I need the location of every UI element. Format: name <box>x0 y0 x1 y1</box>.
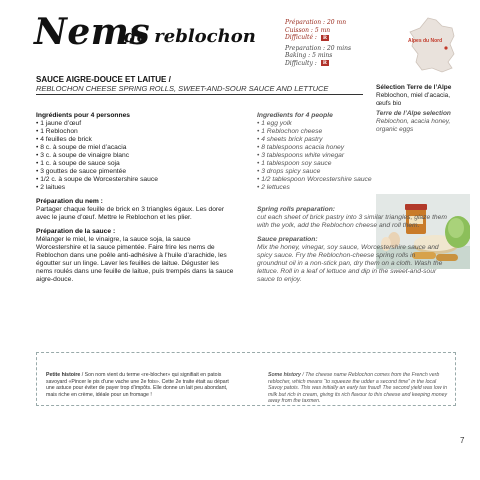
history-en-text: / The cheese name Reblochon comes from the French verb reblocher, which means “to squeeze the udder a second time” in the local Savoy patois. This was initially an early tax fraud! The second yield was low in milk but rich in cream, giving its rich flavour to this cheese and keeping money away from the taxmen. <box>268 372 448 405</box>
list-item: • 3 c. à soupe de vinaigre blanc <box>36 152 236 160</box>
recipe-fr <box>36 112 236 284</box>
heading-fr: SAUCE AIGRE-DOUCE ET LAITUE / <box>36 75 171 84</box>
list-item: • 4 sheets brick pastry <box>257 136 447 144</box>
prep-en-title: Spring rolls preparation: <box>257 206 336 213</box>
list-item: • 1 c. à soupe de sauce soja <box>36 160 236 168</box>
difficulty-badge: R <box>322 34 328 41</box>
history-en <box>268 372 448 405</box>
sauce-en-title: Sauce preparation: <box>257 236 318 243</box>
sauce-en-text: Mix the honey, vinegar, soy sauce, Worcestershire sauce and spicy sauce. Fry the Reblochon-cheese spring rolls in groundnut oil in a non-stick pan, dry them on a cloth. Wash the lettuce. Roll in a leaf of lettuce and dip in the sweet-and-sour sauce to enjoy. <box>257 244 443 283</box>
recipe-en <box>257 112 447 284</box>
ingredients-en-list <box>257 120 447 192</box>
list-item: • 1 tablespoon soy sauce <box>257 160 447 168</box>
list-item: • 2 lettuces <box>257 184 447 192</box>
page-number: 7 <box>460 436 465 445</box>
list-item: • 1/2 tablespoon Worcestershire sauce <box>257 176 447 184</box>
selection-en-title: Terre de l’Alpe selection <box>376 110 451 118</box>
list-item: • 1 Reblochon cheese <box>257 128 447 136</box>
france-map-icon <box>408 16 458 74</box>
sauce-fr-text: Mélanger le miel, le vinaigre, la sauce soja, la sauce Worcestershire et la sauce pimentée. Faire frire les nems de Reblochon dans une poêle anti-adhésive à l’huile d’arachide, les égoutter sur un linge. Laver les feuilles de laitue. Déguster les nems roulés dans une feuille de laitue, puis trempés dans la sauce aigre-douce. <box>36 236 234 283</box>
prep-fr-text: Partager chaque feuille de brick en 3 triangles égaux. Les dorer avec le jaune d’œuf. Mettre le Reblochon et les plier. <box>36 206 225 221</box>
history-fr-label: Petite histoire <box>46 372 81 378</box>
prep-fr-2: Difficulté : R <box>285 34 328 42</box>
prep-fr-title: Préparation du nem : <box>36 198 103 205</box>
title-rest: de reblochon <box>124 26 256 47</box>
sauce-fr-title: Préparation de la sauce : <box>36 228 116 235</box>
list-item: • 3 gouttes de sauce pimentée <box>36 168 236 176</box>
heading-en: REBLOCHON CHEESE SPRING ROLLS, SWEET-AND-SOUR SAUCE AND LETTUCE <box>36 84 329 93</box>
prep-en-text: cut each sheet of brick pastry into 3 similar triangles, glaze them with the yolk, add the Reblochon cheese and roll them. <box>257 214 447 229</box>
title-main: Nems <box>34 11 151 53</box>
history-fr-text: / Son nom vient du terme «re-blocher» qui signifiait en patois savoyard «Pincer le pis d’une vache une 2e fois». Cette 2e traite était au départ une astuce pour éviter de payer trop d’impôts. Elle donne un lait peu abondant, mais riche en crème, idéale pour un fromage ! <box>46 372 229 398</box>
selection-en-text: Reblochon, acacia honey, organic eggs <box>376 118 451 133</box>
list-item: • 3 tablespoons white vinegar <box>257 152 447 160</box>
list-item: • 1 Reblochon <box>36 128 236 136</box>
prep-fr-1: Cuisson : 5 mn <box>285 26 331 34</box>
history-en-label: Some history <box>268 372 301 378</box>
selection-fr-title: Sélection Terre de l’Alpe <box>376 84 452 91</box>
ingredients-fr-list <box>36 120 236 192</box>
list-item: • 2 laitues <box>36 184 236 192</box>
list-item: • 1 jaune d’œuf <box>36 120 236 128</box>
prep-info <box>285 19 351 68</box>
list-item: • 3 drops spicy sauce <box>257 168 447 176</box>
ingredients-fr-title: Ingrédients pour 4 personnes <box>36 112 131 119</box>
list-item: • 8 tablespoons acacia honey <box>257 144 447 152</box>
ingredients-en-title: Ingredients for 4 people <box>257 112 333 119</box>
list-item: • 1 egg yolk <box>257 120 447 128</box>
heading-divider <box>36 94 363 95</box>
list-item: • 1/2 c. à soupe de Worcestershire sauce <box>36 176 236 184</box>
list-item: • 8 c. à soupe de miel d’acacia <box>36 144 236 152</box>
prep-en-2: Difficulty : R <box>285 59 327 67</box>
selection-fr-text: Reblochon, miel d’acacia, œufs bio <box>376 91 451 107</box>
prep-en-1: Baking : 5 mins <box>285 52 333 60</box>
map-region-label: Alpes du Nord <box>408 38 443 44</box>
history-fr <box>46 372 236 398</box>
list-item: • 4 feuilles de brick <box>36 136 236 144</box>
prep-fr-0: Préparation : 20 mn <box>285 19 347 26</box>
prep-en-0: Preparation : 20 mins <box>285 44 352 52</box>
